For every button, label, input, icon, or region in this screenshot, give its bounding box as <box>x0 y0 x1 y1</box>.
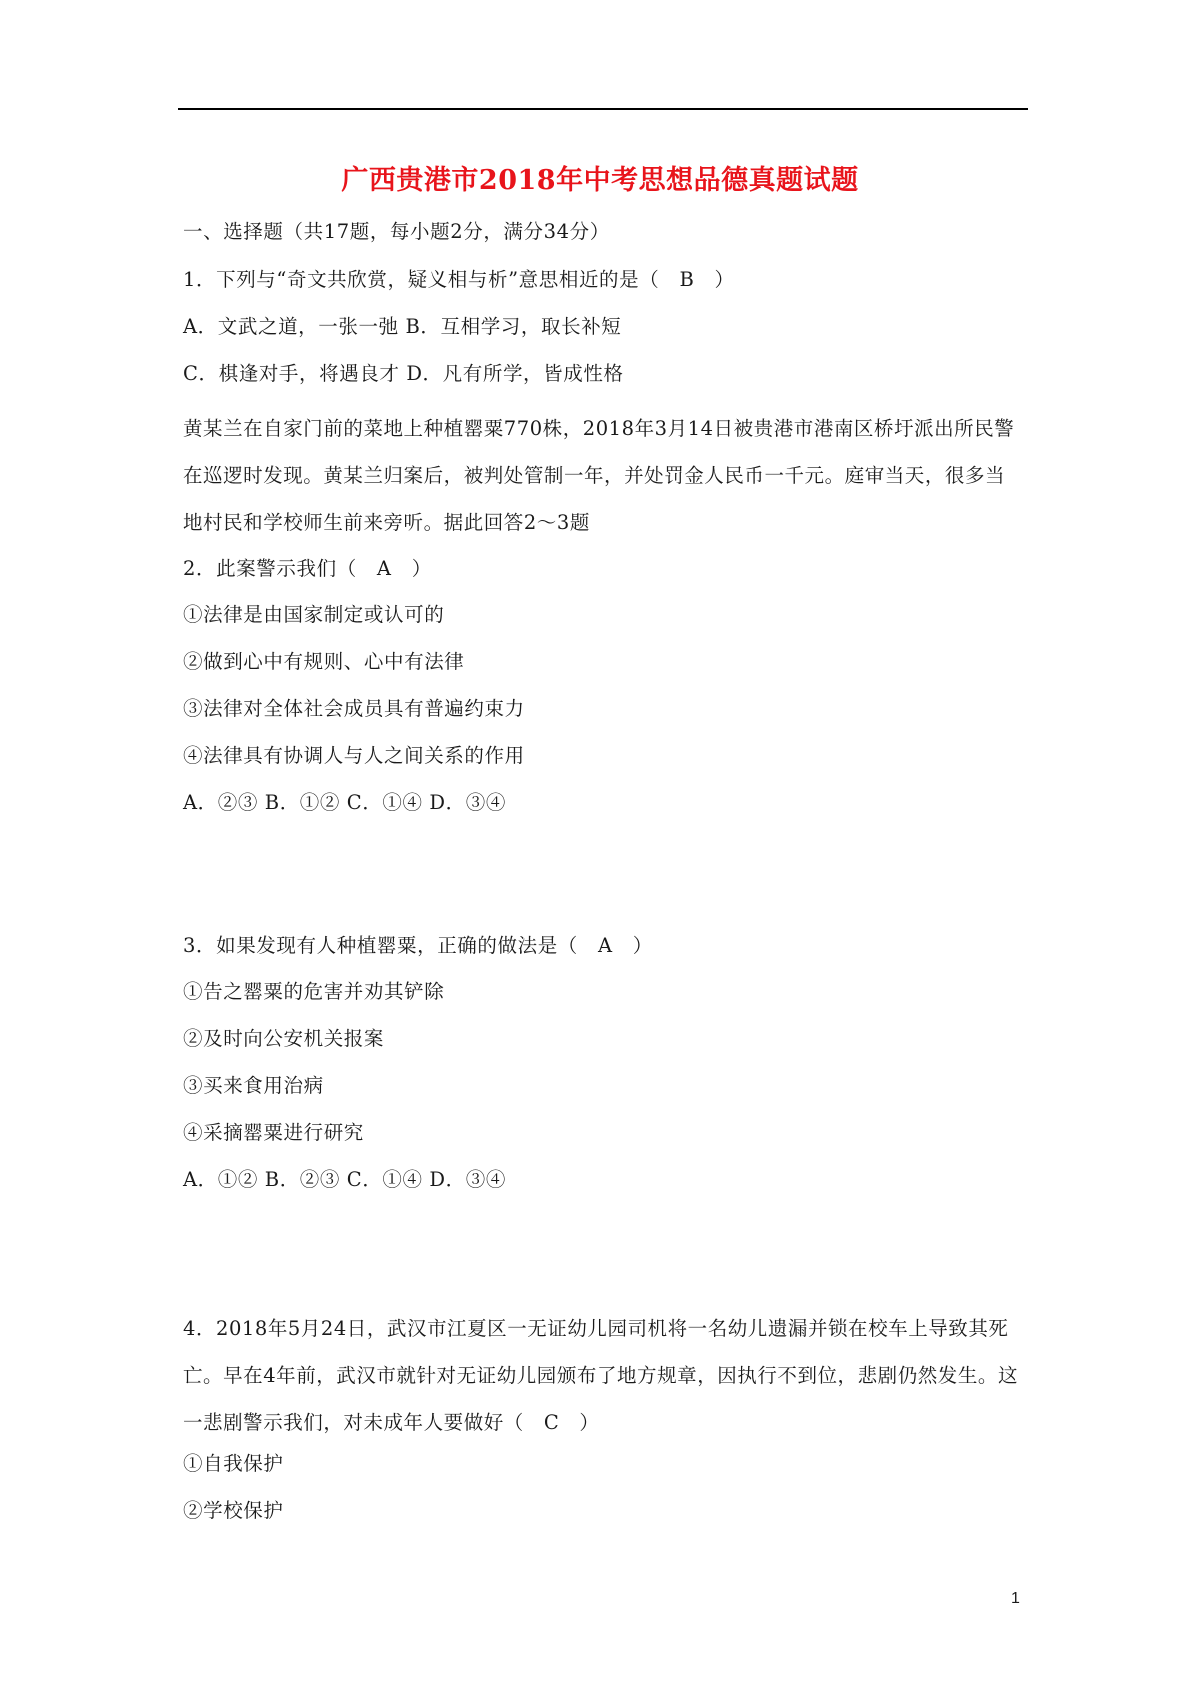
question-4-item: ②学校保护 <box>183 1499 284 1522</box>
question-2-options: A．②③ B．①② C．①④ D．③④ <box>183 791 506 814</box>
question-4-stem: 4．2018年5月24日，武汉市江夏区一无证幼儿园司机将一名幼儿遗漏并锁在校车上导致其死亡。早在4年前，武汉市就针对无证幼儿园颁布了地方规章，因执行不到位，悲剧仍然发生。这一悲剧警示我们，对未成年人要做好（ C ） <box>183 1317 1019 1434</box>
question-2-item: ①法律是由国家制定或认可的 <box>183 603 445 626</box>
page-number: 1 <box>1011 1590 1020 1607</box>
question-3-item: ①告之罂粟的危害并劝其铲除 <box>183 980 445 1003</box>
question-3-options: A．①② B．②③ C．①④ D．③④ <box>183 1168 506 1191</box>
header-rule <box>178 108 1028 110</box>
question-2-item: ②做到心中有规则、心中有法律 <box>183 650 465 673</box>
question-1-options-cd: C．棋逢对手，将遇良才 D．凡有所学，皆成性格 <box>183 362 624 385</box>
question-3-item: ③买来食用治病 <box>183 1074 324 1097</box>
question-3-item: ②及时向公安机关报案 <box>183 1027 385 1050</box>
question-3-item: ④采摘罂粟进行研究 <box>183 1121 364 1144</box>
question-1-options-ab: A．文武之道，一张一弛 B．互相学习，取长补短 <box>183 315 622 338</box>
question-3-stem: 3．如果发现有人种植罂粟，正确的做法是（ A ） <box>183 934 653 957</box>
section-heading: 一、选择题（共17题，每小题2分，满分34分） <box>183 220 610 243</box>
question-4-item: ①自我保护 <box>183 1452 284 1475</box>
case-passage: 黄某兰在自家门前的菜地上种植罂粟770株，2018年3月14日被贵港市港南区桥圩派出所民警在巡逻时发现。黄某兰归案后，被判处管制一年，并处罚金人民币一千元。庭审当天，很多当地村民和学校师生前来旁听。据此回答2～3题 <box>183 417 1015 534</box>
question-2-item: ④法律具有协调人与人之间关系的作用 <box>183 744 525 767</box>
question-2-item: ③法律对全体社会成员具有普遍约束力 <box>183 697 525 720</box>
document-title: 广西贵港市2018年中考思想品德真题试题 <box>341 165 859 196</box>
question-1-stem: 1．下列与“奇文共欣赏，疑义相与析”意思相近的是（ B ） <box>183 268 735 291</box>
question-2-stem: 2．此案警示我们（ A ） <box>183 557 432 580</box>
